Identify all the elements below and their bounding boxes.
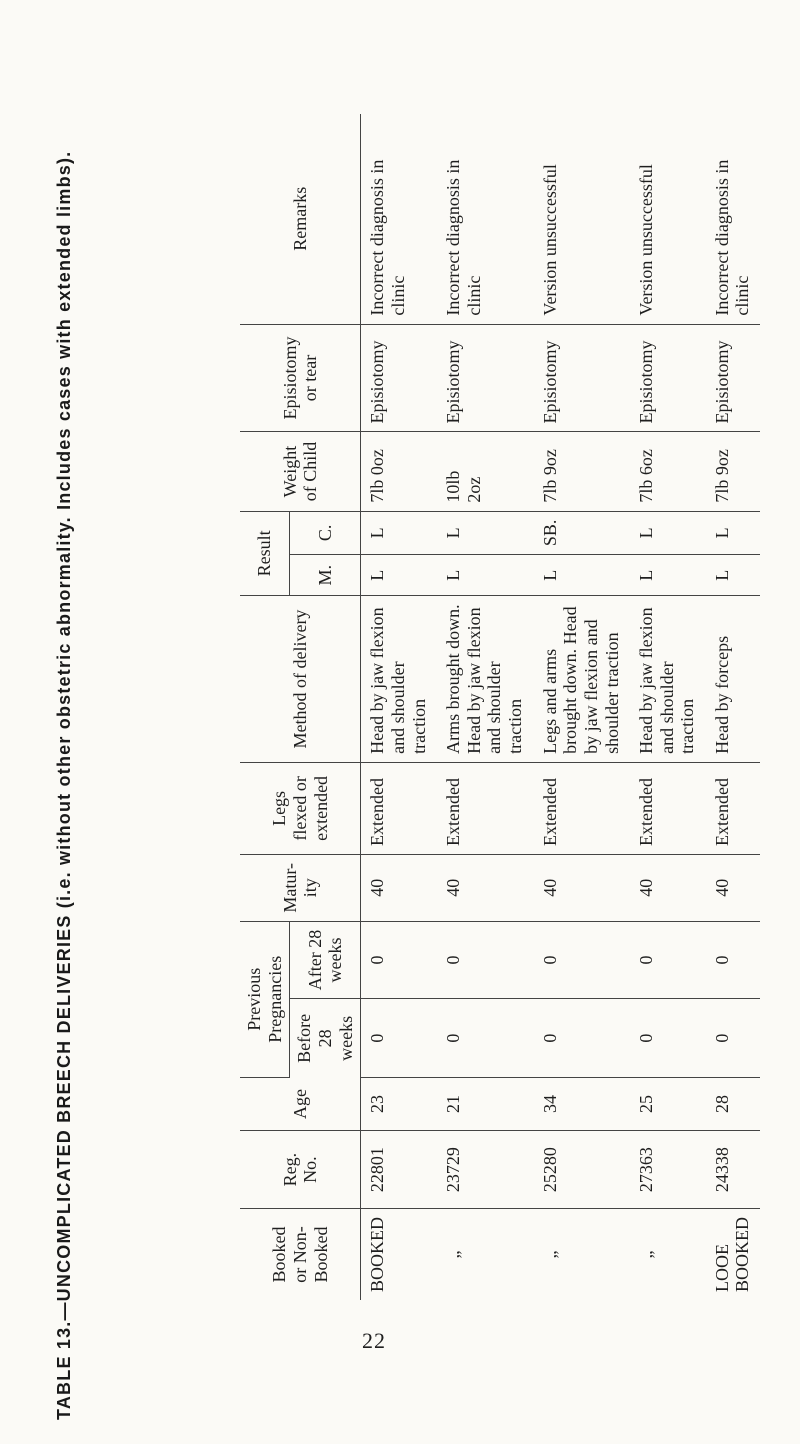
- cell-result-child: L: [361, 511, 437, 555]
- cell-maturity: 40: [630, 854, 705, 921]
- header-method: Method of delivery: [240, 596, 361, 763]
- cell-age: 23: [361, 1077, 437, 1130]
- cell-maturity: 40: [361, 854, 437, 921]
- cell-maturity: 40: [437, 854, 534, 921]
- cell-booked: BOOKED: [367, 1217, 388, 1292]
- cell-remarks: Version unsuccessful: [534, 114, 631, 324]
- cell-result-child: L: [630, 511, 705, 555]
- cell-weight: 10lb 2oz: [437, 432, 534, 511]
- header-age: Age: [240, 1077, 361, 1130]
- cell-age: 21: [437, 1077, 534, 1130]
- table-row: [630, 114, 705, 1300]
- cell-method: Head by forceps: [706, 596, 760, 763]
- cell-before: 0: [630, 999, 705, 1078]
- cell-result-mother: L: [534, 555, 631, 596]
- header-before-28-weeks: Before 28 weeks: [290, 999, 361, 1078]
- cell-booked: „: [539, 1250, 560, 1259]
- cell-result-child: SB.: [534, 511, 631, 555]
- cell-episiotomy: Episiotomy: [706, 324, 760, 432]
- cell-booked: „: [636, 1250, 657, 1259]
- breech-deliveries-table: [240, 114, 760, 1300]
- header-booked: Booked or Non-Booked: [240, 1209, 361, 1301]
- cell-result-mother: L: [437, 555, 534, 596]
- cell-reg-no: 27363: [630, 1131, 705, 1209]
- header-after-28-weeks: After 28 weeks: [290, 921, 361, 999]
- cell-episiotomy: Episiotomy: [437, 324, 534, 432]
- cell-legs: Extended: [534, 762, 631, 854]
- cell-after: 0: [361, 921, 437, 999]
- header-result-child: C.: [290, 511, 361, 555]
- cell-before: 0: [437, 999, 534, 1078]
- table-row: [437, 114, 534, 1300]
- cell-age: 34: [534, 1077, 631, 1130]
- cell-remarks: Incorrect diagnosis in clinic: [706, 114, 760, 324]
- cell-after: 0: [630, 921, 705, 999]
- cell-episiotomy: Episiotomy: [630, 324, 705, 432]
- cell-reg-no: 24338: [706, 1131, 760, 1209]
- cell-legs: Extended: [706, 762, 760, 854]
- cell-weight: 7lb 6oz: [630, 432, 705, 511]
- cell-method: Arms brought down. Head by jaw flexion and shoulder traction: [437, 596, 534, 763]
- header-remarks: Remarks: [240, 114, 361, 324]
- cell-method: Head by jaw flexion and shoulder traction: [630, 596, 705, 763]
- header-maturity: Matur- ity: [240, 854, 361, 921]
- cell-reg-no: 22801: [361, 1131, 437, 1209]
- cell-result-mother: L: [706, 555, 760, 596]
- header-previous-pregnancies: Previous Pregnancies: [240, 921, 290, 1077]
- cell-result-mother: L: [630, 555, 705, 596]
- header-weight: Weight of Child: [240, 432, 361, 511]
- cell-after: 0: [437, 921, 534, 999]
- cell-maturity: 40: [534, 854, 631, 921]
- cell-result-child: L: [706, 511, 760, 555]
- cell-reg-no: 25280: [534, 1131, 631, 1209]
- cell-age: 25: [630, 1077, 705, 1130]
- header-reg-no: Reg. No.: [240, 1131, 361, 1209]
- header-result-mother: M.: [290, 555, 361, 596]
- cell-result-child: L: [437, 511, 534, 555]
- cell-remarks: Incorrect diagnosis in clinic: [437, 114, 534, 324]
- cell-method: Head by jaw flexion and shoulder traction: [361, 596, 437, 763]
- cell-maturity: 40: [706, 854, 760, 921]
- cell-legs: Extended: [630, 762, 705, 854]
- table-row: [534, 114, 631, 1300]
- table-container: [240, 114, 760, 1300]
- cell-before: 0: [706, 999, 760, 1078]
- cell-before: 0: [361, 999, 437, 1078]
- cell-legs: Extended: [361, 762, 437, 854]
- cell-weight: 7lb 9oz: [706, 432, 760, 511]
- table-row: [706, 114, 760, 1300]
- table-title: TABLE 13.—UNCOMPLICATED BREECH DELIVERIES (i.e. without other obstetric abnormality. Includes cases with extended limbs).: [54, 150, 74, 1420]
- cell-result-mother: L: [361, 555, 437, 596]
- cell-after: 0: [706, 921, 760, 999]
- cell-legs: Extended: [437, 762, 534, 854]
- header-result: Result: [240, 511, 290, 596]
- header-legs: Legs flexed or extended: [240, 762, 361, 854]
- cell-remarks: Version unsuccessful: [630, 114, 705, 324]
- cell-age: 28: [706, 1077, 760, 1130]
- cell-weight: 7lb 0oz: [361, 432, 437, 511]
- cell-after: 0: [534, 921, 631, 999]
- cell-episiotomy: Episiotomy: [361, 324, 437, 432]
- header-episiotomy: Episiotomy or tear: [240, 324, 361, 432]
- cell-booked: LOOE BOOKED: [711, 1217, 753, 1292]
- cell-reg-no: 23729: [437, 1131, 534, 1209]
- table-row: [361, 114, 437, 1300]
- cell-remarks: Incorrect diagnosis in clinic: [361, 114, 437, 324]
- cell-method: Legs and arms brought down. Head by jaw flexion and shoulder traction: [534, 596, 631, 763]
- cell-weight: 7lb 9oz: [534, 432, 631, 511]
- cell-episiotomy: Episiotomy: [534, 324, 631, 432]
- page-number: 22: [362, 1328, 386, 1353]
- cell-before: 0: [534, 999, 631, 1078]
- cell-booked: „: [442, 1250, 463, 1259]
